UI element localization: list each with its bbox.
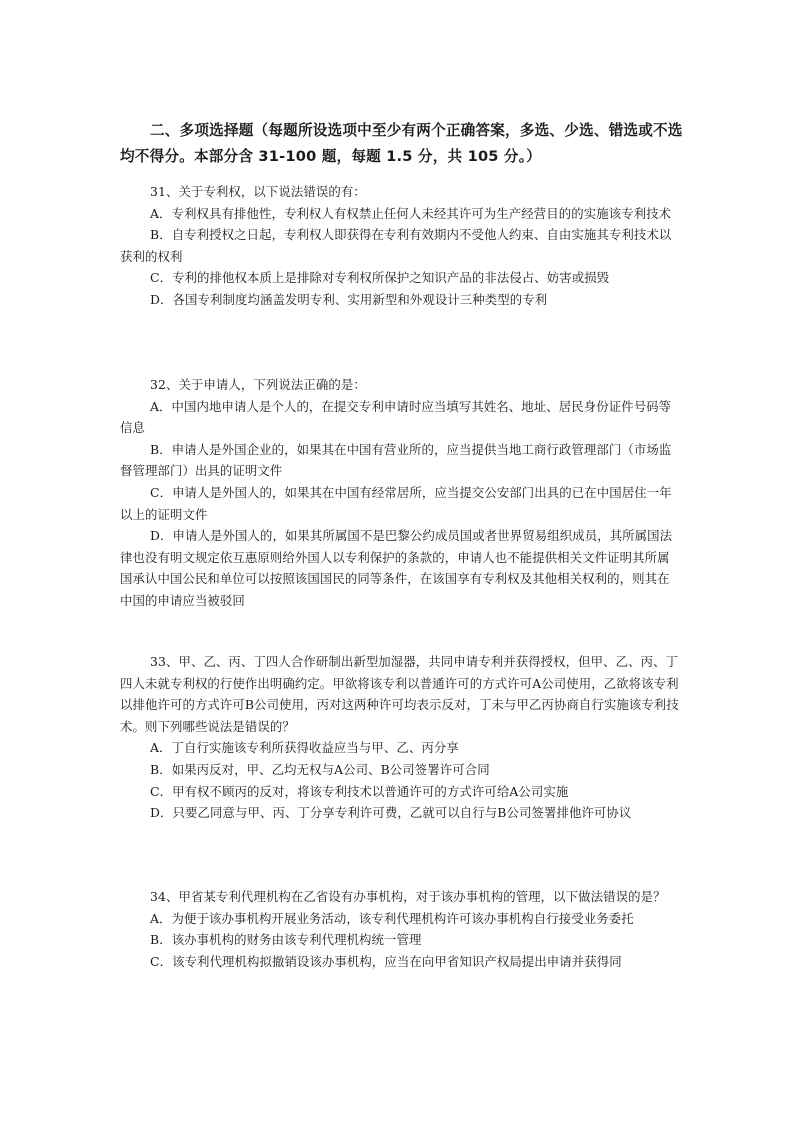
question-34 xyxy=(120,886,680,972)
question-33 xyxy=(120,651,680,824)
option-a: A．丁自行实施该专利所获得收益应当与甲、乙、丙分享 xyxy=(150,740,459,756)
option-b: B．申请人是外国企业的，如果其在中国有营业所的，应当提供当地工商行政管理部门（市场监督管理部门）出具的证明文件 xyxy=(120,441,672,479)
question-32 xyxy=(120,374,680,612)
option-a: A．专利权具有排他性，专利权人有权禁止任何人未经其许可为生产经营目的的实施该专利技术 xyxy=(150,205,672,221)
option-a: A．为便于该办事机构开展业务活动，该专利代理机构许可该办事机构自行接受业务委托 xyxy=(150,910,634,926)
option-c: C．专利的排他权本质上是排除对专利权所保护之知识产品的非法侵占、妨害或损毁 xyxy=(150,270,610,286)
option-b: B．该办事机构的财务由该专利代理机构统一管理 xyxy=(150,932,422,948)
option-c: C．申请人是外国人的，如果其在中国有经常居所，应当提交公安部门出具的已在中国居住一年以上的证明文件 xyxy=(120,484,672,522)
option-a: A．中国内地申请人是个人的，在提交专利申请时应当填写其姓名、地址、居民身份证件号码等信息 xyxy=(120,398,672,436)
option-c: C．该专利代理机构拟撤销设该办事机构，应当在向甲省知识产权局提出申请并获得同 xyxy=(150,953,622,969)
option-c: C．甲有权不顾丙的反对，将该专利技术以普通许可的方式许可给A公司实施 xyxy=(150,783,569,799)
question-stem: 33、甲、乙、丙、丁四人合作研制出新型加湿器，共同申请专利并获得授权，但甲、乙、丙、丁四人未就专利权的行使作出明确约定。甲欲将该专利以普通许可的方式许可A公司使用，乙欲将该专利以排他许可的方式许可B公司使用，丙对这两种许可均表示反对，丁未与甲乙丙协商自行实施该专利技术。则下列哪些说法是错误的？ xyxy=(120,654,679,734)
question-stem: 34、甲省某专利代理机构在乙省设有办事机构，对于该办事机构的管理，以下做法错误的是？ xyxy=(150,889,666,904)
option-d: D．申请人是外国人的，如果其所属国不是巴黎公约成员国或者世界贸易组织成员，其所属国法律也没有明文规定依互惠原则给外国人以专利保护的条款的，申请人也不能提供相关文件证明其所属国承认中国公民和单位可以按照该国国民的同等条件，在该国享有专利权及其他相关权利的，则其在中国的申请应当被驳回 xyxy=(120,528,673,608)
question-31 xyxy=(120,181,680,311)
question-stem: 32、关于申请人，下列说法正确的是： xyxy=(150,377,366,392)
option-b: B．自专利授权之日起，专利权人即获得在专利有效期内不受他人约束、自由实施其专利技术以获利的权利 xyxy=(120,227,672,264)
section-heading xyxy=(120,118,690,170)
option-d: D．只要乙同意与甲、丙、丁分享专利许可费，乙就可以自行与B公司签署排他许可协议 xyxy=(150,805,632,821)
question-stem: 31、关于专利权，以下说法错误的有： xyxy=(150,184,366,199)
option-d: D．各国专利制度均涵盖发明专利、实用新型和外观设计三种类型的专利 xyxy=(150,291,548,307)
option-b: B．如果丙反对，甲、乙均无权与A公司、B公司签署许可合同 xyxy=(150,761,490,777)
section-heading-text: 二、多项选择题（每题所设选项中至少有两个正确答案，多选、少选、错选或不选均不得分。本部分含 31-100 题，每题 1.5 分，共 105 分。） xyxy=(120,122,683,165)
